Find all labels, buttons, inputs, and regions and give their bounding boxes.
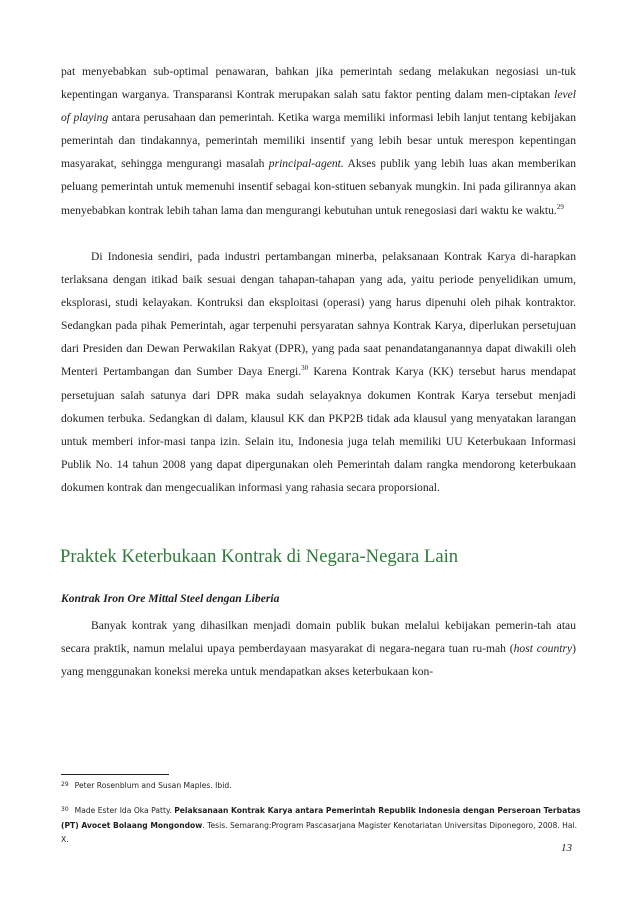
- footnote-30: $^{30}$ Made Ester Ida Oka Patty. Pelaksanaan Kontrak Karya antara Pemerintah Republik Indonesia dengan Perseroan Terbatas (PT) Avocet Bolaang Mongondow. Tesis. Semarang:Program Pascasarjana Magister Kenotariatan Universitas Diponegoro, 2008. Hal. X.: [61, 806, 581, 844]
- section-heading: Praktek Keterbukaan Kontrak di Negara-Negara Lain: [60, 546, 459, 567]
- emphasis-host-country: host country: [513, 642, 573, 656]
- footnote-29: $^{29}$ Peter Rosenblum and Susan Maples. Ibid.: [61, 781, 232, 790]
- page-number: 13: [561, 842, 572, 854]
- body-paragraph-2: Di Indonesia sendiri, pada industri pertambangan minerba, pelaksanaan Kontrak Karya di-harapkan terlaksana dengan itikad baik sesuai dengan tahapan-tahapan yang ada, yaitu periode penyelidikan umum, eksplorasi, studi kelayakan. Kontruksi dan eksploitasi (operasi) yang harus dipenuhi oleh pihak kontraktor. Sedangkan pada pihak Pemerintah, agar terpenuhi persyaratan sahnya Kontrak Karya, diperlukan persetujuan dari Presiden dan Dewan Perwakilan Rakyat (DPR), yang pada saat penandatanganannya dapat diwakili oleh Menteri Pertambangan dan Sumber Daya Energi.$^{30}$ Karena Kontrak Karya (KK) tersebut harus mendapat persetujuan salah satunya dari DPR maka sudah selayaknya dokumen Kontrak Karya tersebut menjadi dokumen terbuka. Sedangkan di dalam, klausul KK dan PKP2B tidak ada klausul yang menyatakan larangan untuk memberi infor-masi tanpa izin. Selain itu, Indonesia juga telah memiliki UU Keterbukaan Informasi Publik No. 14 tahun 2008 yang dapat dipergunakan oleh Pemerintah dalam rangka mendorong keterbukaan dokumen kontrak dan mengecualikan informasi yang rahasia secara proporsional.: [61, 250, 576, 494]
- body-paragraph-3: Banyak kontrak yang dihasilkan menjadi domain publik bukan melalui kebijakan pemerin-tah atau secara praktik, namun melalui upaya pemberdayaan masyarakat di negara-negara tuan ru-mah (host country) yang menggunakan koneksi mereka untuk mendapatkan akses keterbukaan kon-: [61, 619, 577, 679]
- footnote-thesis-title: Pelaksanaan Kontrak Karya antara Pemerintah Republik Indonesia dengan Perseroan Terbatas (PT) Avocet Bolaang Mongondow: [61, 806, 581, 830]
- footnote-ref-30: 30: [301, 364, 309, 373]
- subsection-heading: Kontrak Iron Ore Mittal Steel dengan Liberia: [61, 592, 280, 605]
- footnote-mark: 30: [61, 806, 69, 813]
- body-paragraph-1: pat menyebabkan sub-optimal penawaran, bahkan jika pemerintah sedang melakukan negosiasi un-tuk kepentingan warganya. Transparansi Kontrak merupakan salah satu faktor penting dalam men-ciptakan level of playing antara perusahaan dan pemerintah. Ketika warga memiliki informasi lebih lanjut tentang kebijakan pemerintah dan tindakannya, pemerintah memiliki insentif yang lebih besar untuk merespon kepentingan masyarakat, sehingga mengurangi masalah principal-agent. Akses publik yang lebih luas akan memberikan peluang pemerintah untuk memenuhi insentif sebagai kon-stituen sebanyak mungkin. Ini pada gilirannya akan menyebabkan kontrak lebih tahan lama dan mengurangi kebutuhan untuk renegosiasi dari waktu ke waktu.$^{29}$: [61, 65, 577, 217]
- footnote-ref-29: 29: [556, 202, 564, 211]
- emphasis-level-of-playing: level of playing: [61, 88, 576, 125]
- footnote-divider: [61, 774, 169, 775]
- emphasis-principal-agent: principal-agent.: [268, 157, 344, 171]
- footnote-mark: 29: [61, 781, 69, 788]
